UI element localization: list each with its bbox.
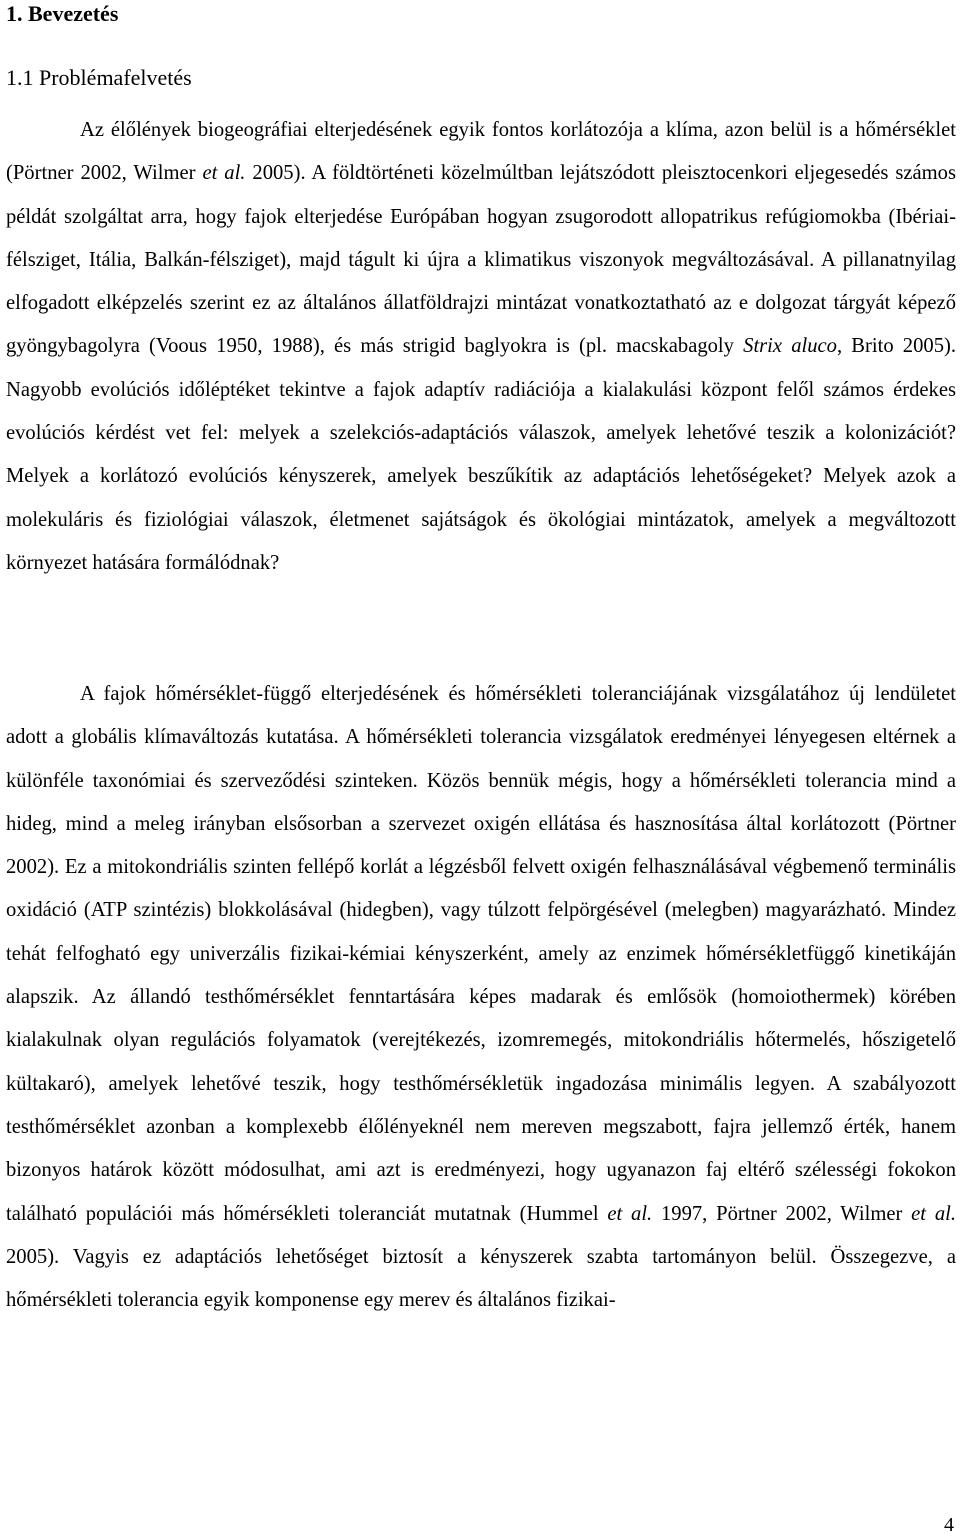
paragraph-1	[6, 109, 956, 585]
paragraph-2-text-2: 1997, Pörtner 2002, Wilmer	[652, 1202, 912, 1225]
paragraph-2-italic-2: et al.	[911, 1202, 956, 1225]
paragraph-2-text-1: A fajok hőmérséklet-függő elterjedésének és hőmérsékleti toleranciájának vizsgálatához új lendületet adott a globális klímaváltozás kutatása. A hőmérsékleti tolerancia vizsgálatok eredményei lényegesen eltérnek a különféle taxonómiai és szerveződési szinteken. Közös bennük mégis, hogy a hőmérsékleti tolerancia mind a hideg, mind a meleg irányban elsősorban a szervezet oxigén ellátása és hasznosítása által korlátozott (Pörtner 2002). Ez a mitokondriális szinten fellépő korlát a légzésből felvett oxigén felhasználásával végbemenő terminális oxidáció (ATP szintézis) blokkolásával (hidegben), vagy túlzott felpörgésével (melegben) magyarázható. Mindez tehát felfogható egy univerzális fizikai-kémiai kényszerként, amely az enzimek hőmérsékletfüggő kinetikáján alapszik. Az állandó testhőmérséklet fenntartására képes madarak és emlősök (homoiothermek) körében kialakulnak olyan regulációs folyamatok (verejtékezés, izomremegés, mitokondriális hőtermelés, hőszigetelő kültakaró), amelyek lehetővé teszik, hogy testhőmérsékletük ingadozása minimális legyen. A szabályozott testhőmérséklet azonban a komplexebb élőlényeknél nem mereven megszabott, fajra jellemző érték, hanem bizonyos határok között módosulhat, ami azt is eredményezi, hogy ugyanazon faj eltérő szélességi fokokon található populációi más hőmérsékleti toleranciát mutatnak (Hummel	[6, 683, 956, 1225]
paragraph-1-text-3: , Brito 2005). Nagyobb evolúciós időléptéket tekintve a fajok adaptív radiációja a kialakulási központ felől számos érdekes evolúciós kérdést vet fel: melyek a szelekciós-adaptációs válaszok, amelyek lehetővé teszik a kolonizációt? Melyek a korlátozó evolúciós kényszerek, amelyek beszűkítik az adaptációs lehetőségeket? Melyek azok a molekuláris és fiziológiai válaszok, életmenet sajátságok és ökológiai mintázatok, amelyek a megváltozott környezet hatására formálódnak?	[6, 335, 956, 574]
paragraph-1-text-2: 2005). A földtörténeti közelmúltban lejátszódott pleisztocenkori eljegesedés számos példát szolgáltat arra, hogy fajok elterjedése Európában hogyan zsugorodott allopatrikus refúgiomokba (Ibériai-félsziget, Itália, Balkán-félsziget), majd tágult ki újra a klimatikus viszonyok megváltozásával. A pillanatnyilag elfogadott elképzelés szerint ez az általános állatföldrajzi mintázat vonatkoztatható az e dolgozat tárgyát képező gyöngybagolyra (Voous 1950, 1988), és más strigid baglyokra is (pl. macskabagoly	[6, 162, 956, 358]
page-number: 4	[944, 1514, 954, 1536]
paragraph-1-text-1: Az élőlények biogeográfiai elterjedésének egyik fontos korlátozója a klíma, azon belül is a hőmérséklet (Pörtner 2002, Wilmer	[6, 119, 956, 185]
paragraph-1-italic-1: et al.	[202, 162, 246, 185]
paragraph-2-italic-1: et al.	[607, 1202, 653, 1225]
chapter-heading: 1. Bevezetés	[6, 1, 119, 26]
paragraph-1-italic-2: Strix aluco	[743, 335, 837, 358]
paragraph-2	[6, 673, 956, 1322]
section-heading: 1.1 Problémafelvetés	[6, 65, 192, 90]
paragraph-2-text-3: 2005). Vagyis ez adaptációs lehetőséget biztosít a kényszerek szabta tartományon belül. Összegezve, a hőmérsékleti tolerancia egyik komponense egy merev és általános fizikai-	[6, 1245, 956, 1312]
